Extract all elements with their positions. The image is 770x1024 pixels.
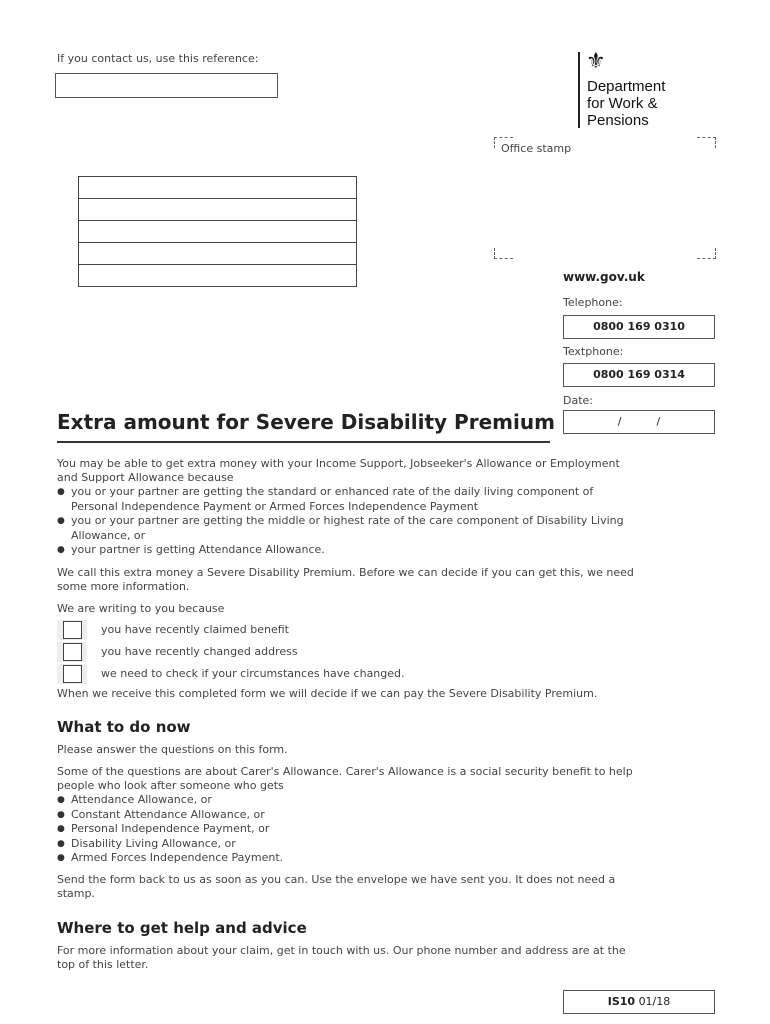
reason-checkbox-address[interactable] — [63, 643, 82, 661]
list-item: ● Constant Attendance Allowance, or — [57, 808, 637, 823]
list-item: ● your partner is getting Attendance Allowance. — [57, 543, 637, 558]
reason-checkbox-claimed[interactable] — [63, 621, 82, 639]
what-to-do-p3: Send the form back to us as soon as you can. Use the envelope we have sent you. It does not need a stamp. — [57, 873, 616, 900]
telephone-number: 0800 169 0310 — [563, 315, 715, 339]
what-to-do-list — [57, 765, 637, 866]
list-item: ● you or your partner are getting the middle or highest rate of the care component of Disability Living Allowance, or — [57, 514, 637, 543]
address-line[interactable] — [79, 177, 356, 199]
address-line[interactable] — [79, 243, 356, 265]
address-box[interactable] — [78, 176, 357, 287]
what-to-do-section — [57, 718, 637, 736]
call-text-block — [57, 566, 637, 594]
list-item: ● Personal Independence Payment, or — [57, 822, 637, 837]
stamp-corner — [697, 137, 716, 148]
dwp-logo — [578, 50, 718, 130]
what-to-do-body — [57, 743, 637, 757]
address-line[interactable] — [79, 199, 356, 221]
royal-crest-icon: ⚜ — [586, 49, 606, 74]
telephone-label: Telephone: — [563, 296, 623, 309]
department-line: for Work & — [587, 95, 658, 112]
stamp-corner — [494, 248, 513, 259]
address-line[interactable] — [79, 265, 356, 286]
page-title: Extra amount for Severe Disability Premium — [57, 410, 555, 434]
reference-label: If you contact us, use this reference: — [57, 52, 259, 65]
benefit-bullets — [57, 793, 637, 866]
reason-label: we need to check if your circumstances have changed. — [101, 667, 405, 680]
checkbox-cell — [57, 642, 87, 662]
reason-label: you have recently claimed benefit — [101, 623, 289, 636]
department-line: Department — [587, 78, 666, 95]
receive-block — [57, 687, 637, 701]
help-p1: For more information about your claim, get in touch with us. Our phone number and address are at the top of this letter. — [57, 944, 626, 971]
checkbox-cell — [57, 664, 87, 684]
help-section — [57, 919, 637, 937]
reason-checkbox-circumstances[interactable] — [63, 665, 82, 683]
what-to-do-heading: What to do now — [57, 718, 191, 736]
form-code: IS10 — [607, 995, 636, 1008]
date-field[interactable]: / / — [563, 410, 715, 434]
reason-label: you have recently changed address — [101, 645, 298, 658]
date-label: Date: — [563, 394, 593, 407]
intro-section — [57, 457, 637, 558]
send-block — [57, 873, 637, 901]
title-divider — [57, 441, 550, 443]
what-to-do-p2: Some of the questions are about Carer's Allowance. Carer's Allowance is a social security benefit to help people who look after someone who gets — [57, 765, 633, 792]
writing-text: We are writing to you because — [57, 602, 225, 615]
stamp-corner — [697, 248, 716, 259]
checkbox-cell — [57, 620, 87, 640]
reference-field[interactable] — [55, 73, 278, 98]
receive-text: When we receive this completed form we will decide if we can pay the Severe Disability Premium. — [57, 687, 598, 700]
list-item: ● Attendance Allowance, or — [57, 793, 637, 808]
list-item: ● Armed Forces Independence Payment. — [57, 851, 637, 866]
writing-block — [57, 602, 637, 616]
help-body — [57, 944, 637, 972]
office-stamp-label: Office stamp — [501, 142, 572, 155]
textphone-label: Textphone: — [563, 345, 624, 358]
logo-divider — [578, 52, 580, 128]
help-heading: Where to get help and advice — [57, 919, 307, 937]
address-line[interactable] — [79, 221, 356, 243]
list-item: ● you or your partner are getting the standard or enhanced rate of the daily living component of Personal Independence Payment or Armed Forces Independence Payment — [57, 485, 637, 514]
form-date: 01/18 — [638, 995, 671, 1008]
form-code-box — [563, 990, 715, 1014]
what-to-do-p1: Please answer the questions on this form. — [57, 743, 288, 756]
website: www.gov.uk — [563, 270, 645, 284]
office-stamp-area — [494, 137, 716, 259]
call-text: We call this extra money a Severe Disability Premium. Before we can decide if you can get this, we need some more information. — [57, 566, 634, 593]
textphone-number: 0800 169 0314 — [563, 363, 715, 387]
department-line: Pensions — [587, 112, 649, 129]
intro-bullets — [57, 485, 637, 558]
department-name — [587, 78, 665, 129]
list-item: ● Disability Living Allowance, or — [57, 837, 637, 852]
intro-text: You may be able to get extra money with your Income Support, Jobseeker's Allowance or Employment and Support Allowance because — [57, 457, 620, 484]
